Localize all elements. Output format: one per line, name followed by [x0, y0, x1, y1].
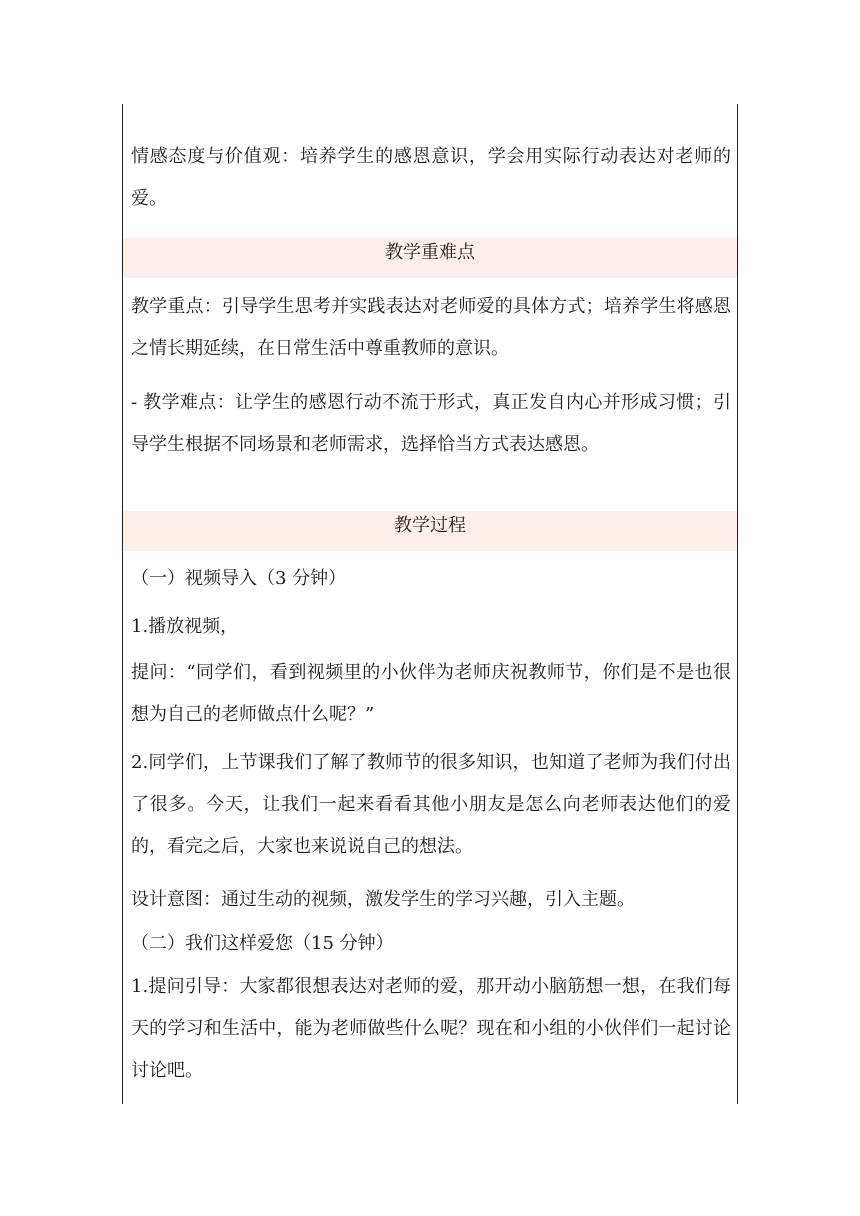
- design-intent-paragraph: 设计意图：通过生动的视频，激发学生的学习兴趣，引入主题。: [131, 889, 635, 910]
- section-header-label: 教学重难点: [385, 242, 475, 263]
- part1-title: （一）视频导入（3 分钟）: [131, 568, 347, 589]
- section-header-label: 教学过程: [394, 515, 466, 536]
- key-points-paragraph: 教学重点：引导学生思考并实践表达对老师爱的具体方式；培养学生将感恩之情长期延续，在日常生活中尊重教师的意识。: [131, 296, 731, 359]
- question-paragraph: 提问：“同学们，看到视频里的小伙伴为老师庆祝教师节，你们是不是也很想为自己的老师做点什么呢？”: [131, 662, 731, 725]
- step1-paragraph: 1.播放视频，: [131, 616, 239, 637]
- attitude-paragraph: 情感态度与价值观：培养学生的感恩意识，学会用实际行动表达对老师的爱。: [131, 146, 731, 209]
- difficulties-paragraph: - 教学难点：让学生的感恩行动不流于形式，真正发自内心并形成习惯；引导学生根据不同场景和老师需求，选择恰当方式表达感恩。: [131, 392, 731, 455]
- section-header-key-points: [123, 238, 737, 278]
- step2-paragraph: 2.同学们，上节课我们了解了教师节的很多知识，也知道了老师为我们付出了很多。今天，让我们一起来看看其他小朋友是怎么向老师表达他们的爱的，看完之后，大家也来说说自己的想法。: [131, 752, 731, 857]
- section-header-process: [123, 511, 737, 551]
- part2-step1-paragraph: 1.提问引导：大家都很想表达对老师的爱，那开动小脑筋想一想，在我们每天的学习和生活中，能为老师做些什么呢？现在和小组的小伙伴们一起讨论讨论吧。: [131, 976, 731, 1081]
- part2-title: （二）我们这样爱您（15 分钟）: [131, 933, 394, 954]
